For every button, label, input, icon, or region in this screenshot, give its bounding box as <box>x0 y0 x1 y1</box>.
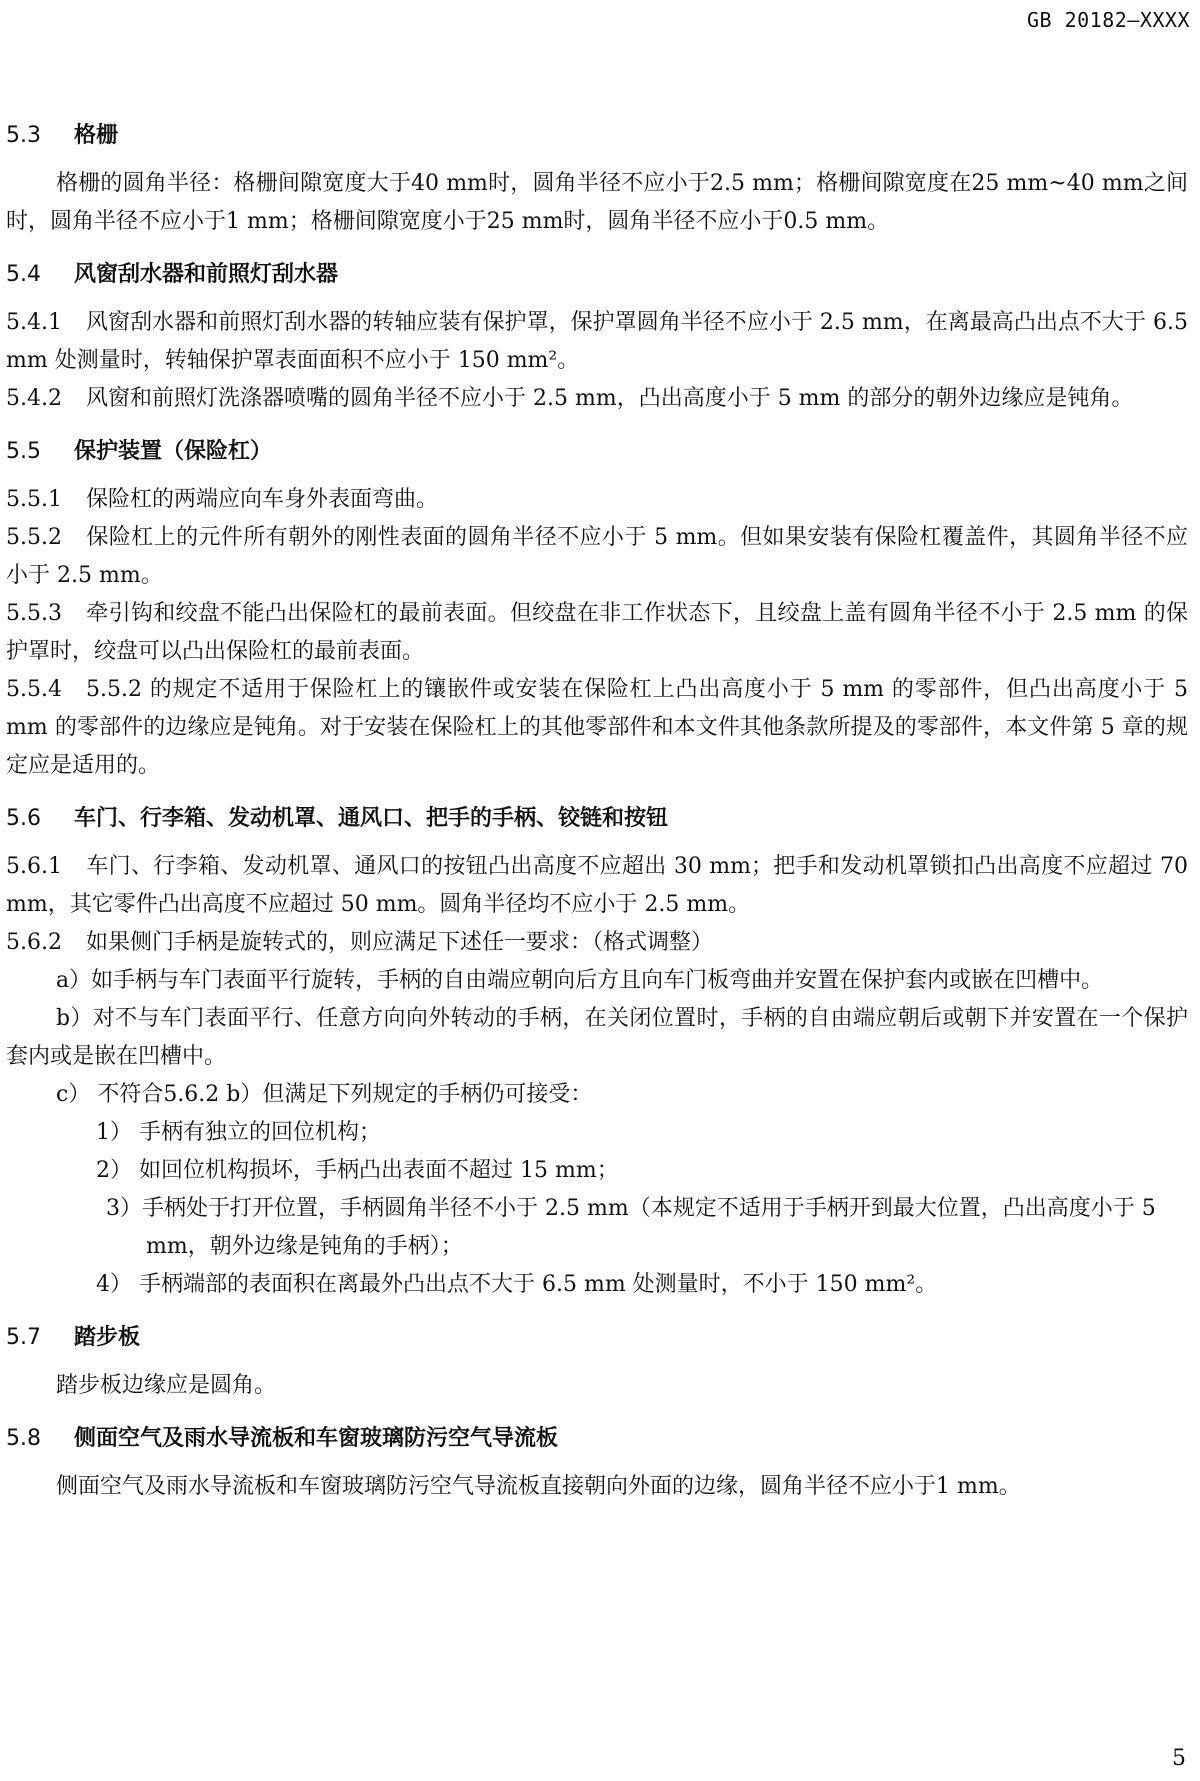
section-number: 5.8 <box>6 1426 41 1451</box>
section-5-3-heading <box>6 118 1188 149</box>
document-code-header: GB 20182—XXXX <box>1026 8 1190 32</box>
section-title: 格栅 <box>74 123 119 148</box>
section-title: 保护装置（保险杠） <box>74 439 273 464</box>
clause-5-5-1 <box>6 481 1188 519</box>
section-number: 5.3 <box>6 123 41 148</box>
section-5-6-heading <box>6 801 1188 832</box>
clause-number: 5.6.1 <box>6 854 62 879</box>
clause-text: 车门、行李箱、发动机罩、通风口的按钮凸出高度不应超出 30 mm；把手和发动机罩锁扣凸出高度不应超过 70 mm，其它零件凸出高度不应超过 50 mm。圆角半径均不应小于 2.5 mm。 <box>6 854 1188 917</box>
document-body <box>6 118 1188 1506</box>
section-title: 侧面空气及雨水导流板和车窗玻璃防污空气导流板 <box>74 1426 559 1451</box>
clause-number: 5.6.2 <box>6 930 62 955</box>
clause-5-5-4 <box>6 671 1188 785</box>
clause-5-6-2-c-3: 3）手柄处于打开位置，手柄圆角半径不小于 2.5 mm（本规定不适用于手柄开到最大位置，凸出高度小于 5 mm，朝外边缘是钝角的手柄）； <box>106 1196 1156 1259</box>
clause-number: 5.5.1 <box>6 487 62 512</box>
section-title: 车门、行李箱、发动机罩、通风口、把手的手柄、铰链和按钮 <box>74 806 669 831</box>
clause-5-6-2 <box>6 924 1188 962</box>
clause-5-6-2-a: a）如手柄与车门表面平行旋转，手柄的自由端应朝向后方且向车门板弯曲并安置在保护套内或嵌在凹槽中。 <box>56 968 1104 993</box>
clause-text: 风窗刮水器和前照灯刮水器的转轴应装有保护罩，保护罩圆角半径不应小于 2.5 mm，在离最高凸出点不大于 6.5 mm 处测量时，转轴保护罩表面面积不应小于 150 mm²。 <box>6 310 1188 373</box>
clause-5-6-2-c-2: 2） 如回位机构损坏，手柄凸出表面不超过 15 mm； <box>96 1158 619 1183</box>
section-5-3-body: 格栅的圆角半径：格栅间隙宽度大于40 mm时，圆角半径不应小于2.5 mm；格栅间隙宽度在25 mm~40 mm之间时，圆角半径不应小于1 mm；格栅间隙宽度小于25 mm时，圆角半径不应小于0.5 mm。 <box>6 171 1188 234</box>
clause-5-4-2 <box>6 380 1188 418</box>
section-title: 风窗刮水器和前照灯刮水器 <box>74 262 339 287</box>
clause-5-6-2-c-4: 4） 手柄端部的表面积在离最外凸出点不大于 6.5 mm 处测量时，不小于 150 mm²。 <box>96 1272 938 1297</box>
clause-5-6-2-c: c） 不符合5.6.2 b）但满足下列规定的手柄仍可接受： <box>56 1082 593 1107</box>
clause-number: 5.4.1 <box>6 310 62 335</box>
section-number: 5.4 <box>6 262 41 287</box>
page-number: 5 <box>1172 1746 1186 1771</box>
section-5-4-heading <box>6 257 1188 288</box>
clause-5-5-3 <box>6 595 1188 671</box>
section-number: 5.5 <box>6 439 41 464</box>
clause-text: 保险杠的两端应向车身外表面弯曲。 <box>86 487 439 512</box>
section-5-8-body: 侧面空气及雨水导流板和车窗玻璃防污空气导流板直接朝向外面的边缘，圆角半径不应小于1 mm。 <box>56 1474 1021 1499</box>
clause-text: 5.5.2 的规定不适用于保险杠上的镶嵌件或安装在保险杠上凸出高度小于 5 mm 的零部件，但凸出高度小于 5 mm 的零部件的边缘应是钝角。对于安装在保险杠上的其他零部件和本文件其他条款所提及的零部件，本文件第 5 章的规定应是适用的。 <box>6 677 1188 778</box>
section-title: 踏步板 <box>74 1325 141 1350</box>
clause-number: 5.5.2 <box>6 525 62 550</box>
clause-5-6-2-c-1: 1） 手柄有独立的回位机构； <box>96 1120 381 1145</box>
section-5-8-heading <box>6 1421 1188 1452</box>
clause-text: 如果侧门手柄是旋转式的，则应满足下述任一要求：（格式调整） <box>86 930 714 955</box>
clause-number: 5.5.3 <box>6 601 62 626</box>
section-number: 5.6 <box>6 806 41 831</box>
clause-5-5-2 <box>6 519 1188 595</box>
section-5-7-body: 踏步板边缘应是圆角。 <box>56 1373 277 1398</box>
section-5-5-heading <box>6 434 1188 465</box>
clause-text: 风窗和前照灯洗涤器喷嘴的圆角半径不应小于 2.5 mm，凸出高度小于 5 mm 的部分的朝外边缘应是钝角。 <box>86 386 1134 411</box>
section-5-7-heading <box>6 1320 1188 1351</box>
clause-5-6-1 <box>6 848 1188 924</box>
clause-5-4-1 <box>6 304 1188 380</box>
section-number: 5.7 <box>6 1325 41 1350</box>
clause-number: 5.4.2 <box>6 386 62 411</box>
clause-text: 牵引钩和绞盘不能凸出保险杠的最前表面。但绞盘在非工作状态下，且绞盘上盖有圆角半径不小于 2.5 mm 的保护罩时，绞盘可以凸出保险杠的最前表面。 <box>6 601 1188 664</box>
clause-text: 保险杠上的元件所有朝外的刚性表面的圆角半径不应小于 5 mm。但如果安装有保险杠覆盖件，其圆角半径不应小于 2.5 mm。 <box>6 525 1188 588</box>
clause-number: 5.5.4 <box>6 677 62 702</box>
clause-5-6-2-b: b）对不与车门表面平行、任意方向向外转动的手柄，在关闭位置时，手柄的自由端应朝后或朝下并安置在一个保护套内或是嵌在凹槽中。 <box>6 1006 1188 1069</box>
